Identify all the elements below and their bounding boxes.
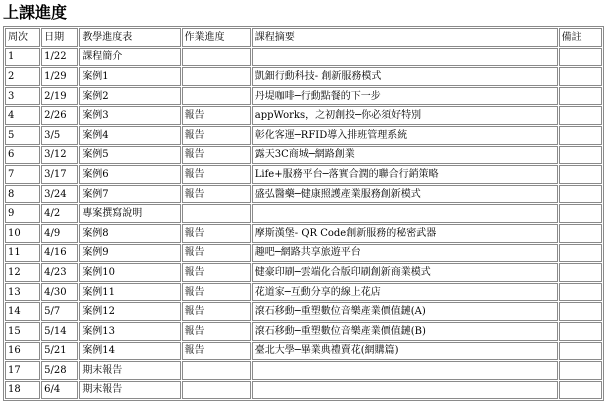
header-plan: 教學進度表 — [79, 28, 180, 47]
cell-date: 2/19 — [41, 87, 78, 106]
cell-week: 9 — [5, 204, 40, 223]
table-row — [5, 165, 602, 184]
cell-summary: 健豪印刷─雲端化合版印刷創新商業模式 — [252, 263, 558, 282]
cell-week: 17 — [5, 361, 40, 380]
cell-plan: 期末報告 — [79, 361, 180, 380]
table-row — [5, 322, 602, 341]
cell-summary: 摩斯漢堡- QR Code創新服務的秘密武器 — [252, 224, 558, 243]
cell-date: 1/22 — [41, 48, 78, 67]
table-row — [5, 224, 602, 243]
cell-week: 16 — [5, 342, 40, 361]
cell-week: 10 — [5, 224, 40, 243]
cell-summary: Life+服務平台─落實合潤的聯合行銷策略 — [252, 165, 558, 184]
cell-summary: 花道家─互動分享的線上花店 — [252, 283, 558, 302]
cell-note — [559, 342, 602, 361]
cell-summary: 滾石移動─重塑數位音樂產業價值鏈(B) — [252, 322, 558, 341]
cell-date: 3/24 — [41, 185, 78, 204]
cell-summary: appWorks，之初創投─你必須好特別 — [252, 106, 558, 125]
table-header-row — [5, 28, 602, 47]
cell-note — [559, 224, 602, 243]
cell-summary: 凱鈿行動科技- 創新服務模式 — [252, 67, 558, 86]
cell-week: 12 — [5, 263, 40, 282]
table-row — [5, 244, 602, 263]
cell-note — [559, 106, 602, 125]
table-row — [5, 263, 602, 282]
cell-note — [559, 204, 602, 223]
cell-summary — [252, 204, 558, 223]
cell-note — [559, 165, 602, 184]
cell-week: 4 — [5, 106, 40, 125]
table-row — [5, 185, 602, 204]
table-row — [5, 204, 602, 223]
table-row — [5, 283, 602, 302]
cell-summary: 彰化客運─RFID導入排班管理系統 — [252, 126, 558, 145]
cell-note — [559, 381, 602, 400]
cell-summary: 丹堤咖啡─行動點餐的下一步 — [252, 87, 558, 106]
cell-week: 8 — [5, 185, 40, 204]
cell-homework: 報告 — [182, 263, 251, 282]
cell-plan: 案例10 — [79, 263, 180, 282]
cell-date: 3/17 — [41, 165, 78, 184]
cell-plan: 課程簡介 — [79, 48, 180, 67]
cell-note — [559, 322, 602, 341]
header-summary: 課程摘要 — [252, 28, 558, 47]
cell-homework: 報告 — [182, 146, 251, 165]
cell-homework — [182, 204, 251, 223]
cell-week: 3 — [5, 87, 40, 106]
cell-homework: 報告 — [182, 302, 251, 321]
cell-summary: 趣吧─網路共享旅遊平台 — [252, 244, 558, 263]
cell-week: 11 — [5, 244, 40, 263]
cell-week: 13 — [5, 283, 40, 302]
cell-plan: 案例7 — [79, 185, 180, 204]
cell-plan: 期末報告 — [79, 381, 180, 400]
cell-week: 15 — [5, 322, 40, 341]
cell-homework: 報告 — [182, 283, 251, 302]
cell-summary: 盛弘醫藥─健康照護產業服務創新模式 — [252, 185, 558, 204]
cell-summary: 露天3C商城─網路創業 — [252, 146, 558, 165]
cell-date: 6/4 — [41, 381, 78, 400]
cell-week: 18 — [5, 381, 40, 400]
cell-date: 4/23 — [41, 263, 78, 282]
header-date: 日期 — [41, 28, 78, 47]
table-row — [5, 106, 602, 125]
cell-week: 6 — [5, 146, 40, 165]
cell-plan: 案例8 — [79, 224, 180, 243]
cell-homework: 報告 — [182, 165, 251, 184]
cell-plan: 案例3 — [79, 106, 180, 125]
cell-plan: 案例4 — [79, 126, 180, 145]
cell-week: 7 — [5, 165, 40, 184]
cell-plan: 案例9 — [79, 244, 180, 263]
cell-plan: 案例1 — [79, 67, 180, 86]
table-row — [5, 361, 602, 380]
table-row — [5, 67, 602, 86]
table-row — [5, 48, 602, 67]
cell-plan: 案例5 — [79, 146, 180, 165]
cell-homework: 報告 — [182, 224, 251, 243]
cell-plan: 案例2 — [79, 87, 180, 106]
page-title: 上課進度 — [3, 3, 68, 22]
cell-note — [559, 87, 602, 106]
cell-plan: 案例11 — [79, 283, 180, 302]
cell-date: 2/26 — [41, 106, 78, 125]
cell-homework — [182, 48, 251, 67]
cell-note — [559, 185, 602, 204]
cell-note — [559, 126, 602, 145]
cell-homework — [182, 67, 251, 86]
cell-note — [559, 67, 602, 86]
header-week: 周次 — [5, 28, 40, 47]
table-row — [5, 342, 602, 361]
cell-homework: 報告 — [182, 185, 251, 204]
cell-plan: 案例14 — [79, 342, 180, 361]
cell-plan: 專案撰寫說明 — [79, 204, 180, 223]
cell-summary: 臺北大學─畢業典禮賣花(網購篇) — [252, 342, 558, 361]
cell-date: 5/28 — [41, 361, 78, 380]
cell-week: 1 — [5, 48, 40, 67]
cell-note — [559, 302, 602, 321]
cell-date: 3/5 — [41, 126, 78, 145]
cell-homework — [182, 381, 251, 400]
table-row — [5, 381, 602, 400]
cell-homework: 報告 — [182, 244, 251, 263]
header-homework: 作業進度 — [182, 28, 251, 47]
cell-note — [559, 146, 602, 165]
cell-plan: 案例13 — [79, 322, 180, 341]
cell-note — [559, 361, 602, 380]
cell-date: 1/29 — [41, 67, 78, 86]
table-row — [5, 302, 602, 321]
cell-date: 5/21 — [41, 342, 78, 361]
cell-week: 5 — [5, 126, 40, 145]
cell-date: 4/16 — [41, 244, 78, 263]
table-row — [5, 87, 602, 106]
cell-note — [559, 244, 602, 263]
header-note: 備註 — [559, 28, 602, 47]
cell-date: 5/7 — [41, 302, 78, 321]
cell-summary — [252, 361, 558, 380]
cell-date: 3/12 — [41, 146, 78, 165]
cell-week: 2 — [5, 67, 40, 86]
cell-homework: 報告 — [182, 342, 251, 361]
cell-homework: 報告 — [182, 322, 251, 341]
cell-homework — [182, 361, 251, 380]
cell-summary — [252, 381, 558, 400]
cell-homework — [182, 87, 251, 106]
cell-summary — [252, 48, 558, 67]
cell-note — [559, 48, 602, 67]
cell-homework: 報告 — [182, 106, 251, 125]
cell-week: 14 — [5, 302, 40, 321]
cell-plan: 案例6 — [79, 165, 180, 184]
cell-plan: 案例12 — [79, 302, 180, 321]
table-row — [5, 126, 602, 145]
cell-date: 4/2 — [41, 204, 78, 223]
schedule-table — [3, 26, 604, 401]
cell-homework: 報告 — [182, 126, 251, 145]
cell-note — [559, 263, 602, 282]
cell-date: 5/14 — [41, 322, 78, 341]
cell-date: 4/9 — [41, 224, 78, 243]
table-row — [5, 146, 602, 165]
cell-summary: 滾石移動─重塑數位音樂產業價值鏈(A) — [252, 302, 558, 321]
cell-note — [559, 283, 602, 302]
cell-date: 4/30 — [41, 283, 78, 302]
